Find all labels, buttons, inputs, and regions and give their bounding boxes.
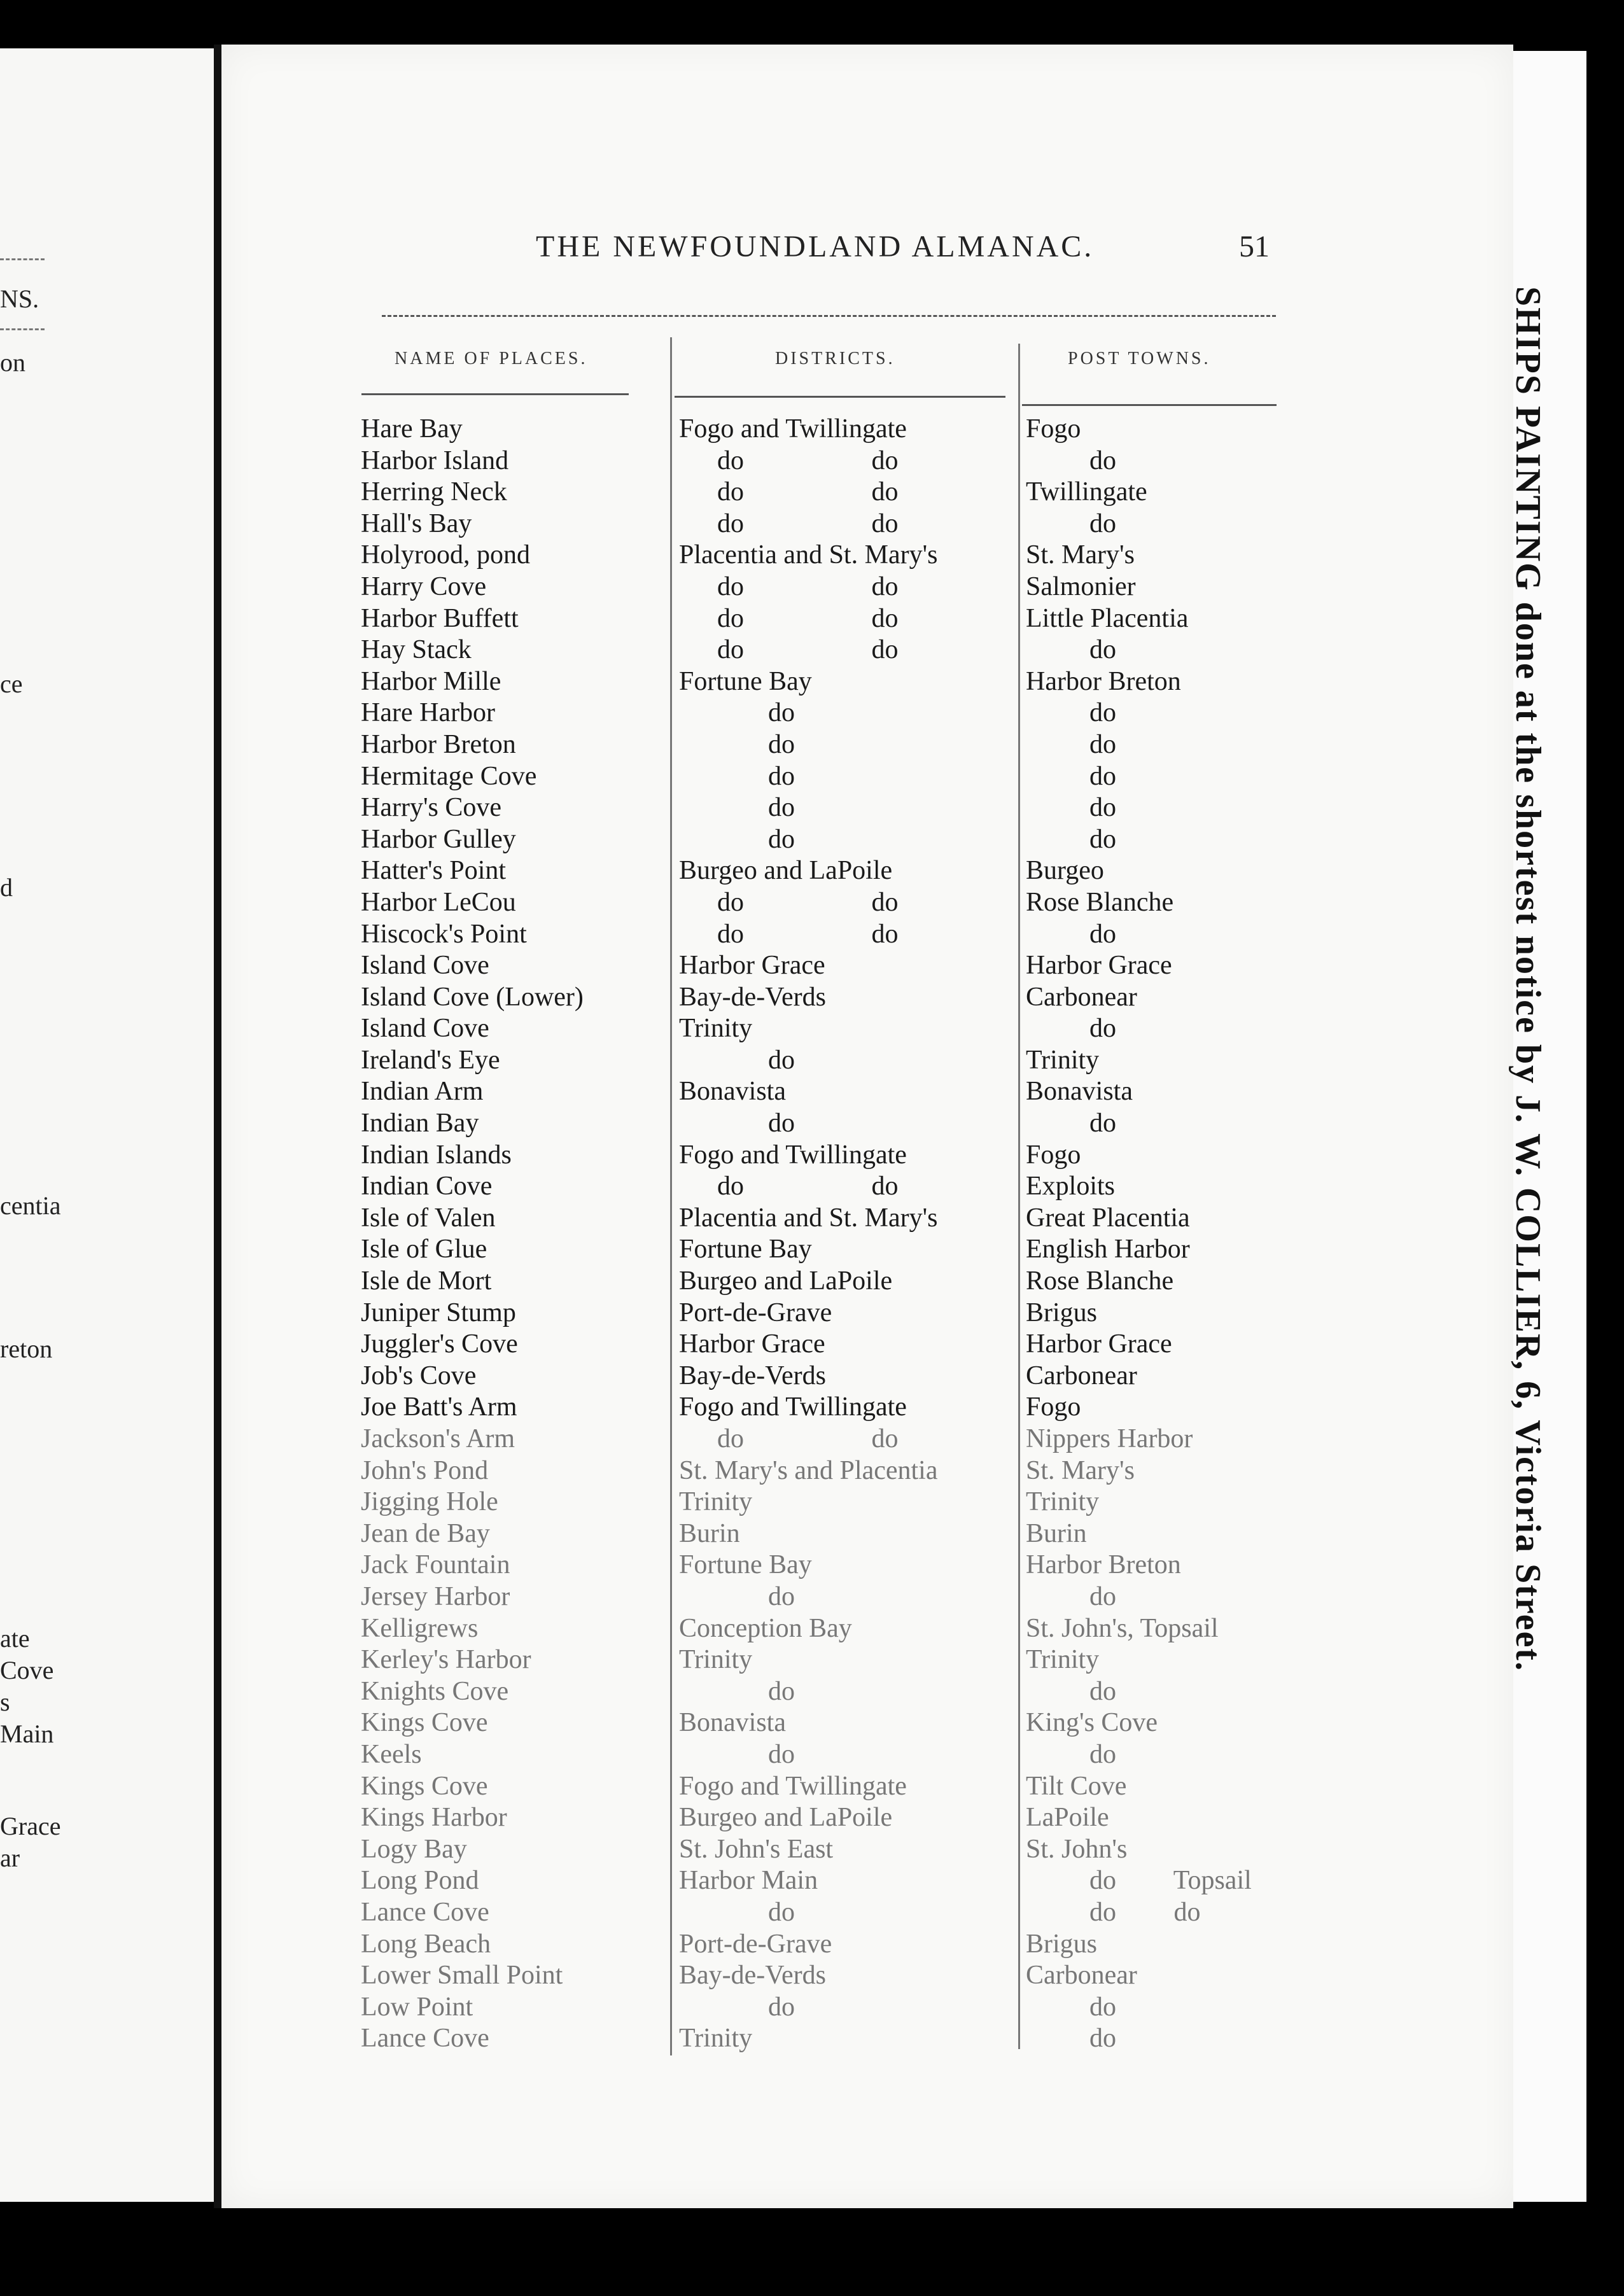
header-rule [382, 315, 1276, 317]
post-town-name: Brigus [1026, 1929, 1098, 1959]
district-name: do [768, 1897, 795, 1927]
district-name: Trinity [679, 1014, 753, 1044]
place-name: Long Beach [361, 1929, 491, 1959]
place-name: Kings Harbor [361, 1803, 507, 1833]
post-town-name: do [1089, 729, 1116, 759]
table-row [361, 1676, 1277, 1708]
table-row [361, 887, 1277, 919]
place-name: Isle de Mort [361, 1266, 492, 1296]
table-row [361, 477, 1277, 508]
place-name: Indian Islands [361, 1140, 512, 1170]
place-name: Harbor Buffett [361, 603, 519, 633]
place-name: Juniper Stump [361, 1298, 516, 1327]
district-name: do [768, 761, 795, 791]
left-page-fragment: centia [0, 1191, 61, 1220]
district-name: Burin [679, 1518, 740, 1548]
post-town-name: Burgeo [1026, 856, 1104, 886]
table-row [361, 1581, 1277, 1613]
post-town-name: do Topsail [1089, 1866, 1252, 1896]
district-name: Fogo and Twillingate [679, 414, 907, 444]
table-row [361, 571, 1277, 603]
district-name: Fogo and Twillingate [679, 1140, 907, 1170]
post-town-name: Harbor Breton [1026, 666, 1181, 696]
left-page-fragment: d [0, 873, 13, 902]
table-row [361, 1613, 1277, 1645]
vertical-advertisement: SHIPS PAINTING done at the shortest notice by J. W. COLLIER, 6, Victoria Street. [1508, 286, 1548, 1672]
post-town-name: Carbonear [1026, 1961, 1137, 1991]
place-name: Jean de Bay [361, 1518, 490, 1548]
table-row [361, 1865, 1277, 1897]
district-name: Conception Bay [679, 1613, 852, 1643]
post-town-name: do [1089, 1676, 1116, 1706]
district-name: St. John's East [679, 1834, 834, 1864]
place-name: Hare Harbor [361, 698, 496, 728]
table-row [361, 729, 1277, 761]
district-name: do do [717, 603, 899, 633]
table-row [361, 1897, 1277, 1929]
left-page-fragment: ce [0, 669, 23, 698]
table-row [361, 1329, 1277, 1361]
post-town-name: St. John's, Topsail [1026, 1613, 1219, 1643]
table-row [361, 1834, 1277, 1866]
district-name: Trinity [679, 1645, 753, 1675]
place-name: Harry Cove [361, 571, 487, 601]
post-town-name: St. Mary's [1026, 540, 1135, 570]
left-page-fragment: s [0, 1688, 10, 1716]
table-row [361, 1171, 1277, 1203]
table-row [361, 2023, 1277, 2055]
district-name: do [768, 698, 795, 728]
post-town-name: do do [1089, 1897, 1201, 1927]
table-row [361, 1076, 1277, 1108]
place-name: Logy Bay [361, 1834, 467, 1864]
district-name: Burgeo and LaPoile [679, 856, 893, 886]
post-town-name: do [1089, 1739, 1116, 1769]
table-row [361, 540, 1277, 571]
post-town-name: Trinity [1026, 1645, 1100, 1675]
page-number: 51 [1239, 230, 1270, 263]
column-header-post-towns: POST TOWNS. [1068, 349, 1211, 368]
post-town-name: do [1089, 445, 1116, 475]
table-row [361, 697, 1277, 729]
place-name: Hermitage Cove [361, 761, 537, 791]
places-table [361, 414, 1277, 2055]
running-header [319, 229, 1274, 280]
table-row [361, 1392, 1277, 1424]
district-name: do do [717, 445, 899, 475]
place-name: Jack Fountain [361, 1550, 510, 1580]
table-row [361, 445, 1277, 477]
left-page-fragment: on [0, 348, 25, 377]
table-row [361, 792, 1277, 824]
table-row [361, 1929, 1277, 1961]
place-name: Juggler's Cove [361, 1329, 518, 1359]
post-town-name: LaPoile [1026, 1803, 1109, 1833]
post-town-name: do [1089, 1581, 1116, 1611]
post-town-name: Harbor Grace [1026, 1329, 1172, 1359]
table-row [361, 982, 1277, 1014]
district-name: Bay-de-Verds [679, 982, 826, 1012]
district-name: do do [717, 508, 899, 538]
district-name: Harbor Grace [679, 1329, 825, 1359]
table-row [361, 1707, 1277, 1739]
post-town-name: do [1089, 824, 1116, 854]
left-facing-page [0, 48, 233, 2202]
post-town-name: Bonavista [1026, 1077, 1133, 1107]
place-name: Jigging Hole [361, 1487, 498, 1517]
table-row [361, 950, 1277, 982]
page-title: THE NEWFOUNDLAND ALMANAC. [536, 230, 1095, 263]
post-town-name: Great Placentia [1026, 1203, 1190, 1233]
table-row [361, 1771, 1277, 1803]
post-town-name: Burin [1026, 1518, 1087, 1548]
table-row [361, 1802, 1277, 1834]
post-town-name: Salmonier [1026, 571, 1136, 601]
table-row [361, 1518, 1277, 1550]
place-name: Ireland's Eye [361, 1045, 500, 1075]
post-town-name: Trinity [1026, 1045, 1100, 1075]
place-name: Lower Small Point [361, 1961, 563, 1991]
table-row [361, 1140, 1277, 1172]
place-name: Lance Cove [361, 1897, 489, 1927]
post-town-name: Fogo [1026, 414, 1081, 444]
district-name: Bonavista [679, 1077, 786, 1107]
post-town-name: Harbor Breton [1026, 1550, 1181, 1580]
place-name: Island Cove [361, 1014, 489, 1044]
table-row [361, 508, 1277, 540]
place-name: Herring Neck [361, 477, 507, 507]
table-row [361, 634, 1277, 666]
district-name: St. Mary's and Placentia [679, 1455, 938, 1485]
post-town-name: do [1089, 1014, 1116, 1044]
post-town-name: Rose Blanche [1026, 1266, 1174, 1296]
district-name: Fogo and Twillingate [679, 1771, 907, 1801]
table-row [361, 666, 1277, 698]
place-name: Hare Bay [361, 414, 463, 444]
district-name: Fortune Bay [679, 1550, 812, 1580]
almanac-page [214, 45, 1548, 2208]
district-name: Port-de-Grave [679, 1929, 832, 1959]
table-row [361, 761, 1277, 793]
table-row [361, 1298, 1277, 1329]
left-page-fragment: Cove [0, 1656, 54, 1684]
post-town-name: St. Mary's [1026, 1455, 1135, 1485]
left-page-rule [0, 328, 45, 330]
district-name: do [768, 793, 795, 823]
post-town-name: do [1089, 635, 1116, 665]
district-name: Fortune Bay [679, 666, 812, 696]
place-name: Indian Arm [361, 1077, 484, 1107]
place-name: Knights Cove [361, 1676, 509, 1706]
place-name: Island Cove [361, 951, 489, 981]
place-name: Hatter's Point [361, 856, 507, 886]
place-name: Kings Cove [361, 1708, 488, 1738]
place-name: Jackson's Arm [361, 1424, 515, 1453]
district-name: do do [717, 635, 899, 665]
district-name: Harbor Main [679, 1866, 818, 1896]
post-town-name: Exploits [1026, 1172, 1116, 1201]
district-name: do [768, 1992, 795, 2022]
table-row [361, 1550, 1277, 1581]
post-town-name: Twillingate [1026, 477, 1147, 507]
table-row [361, 414, 1277, 445]
place-name: Harbor Breton [361, 729, 516, 759]
post-town-name: do [1089, 919, 1116, 949]
post-town-name: do [1089, 761, 1116, 791]
post-town-name: do [1089, 793, 1116, 823]
place-name: Kerley's Harbor [361, 1645, 531, 1675]
place-name: Joe Batt's Arm [361, 1392, 517, 1422]
table-row [361, 1234, 1277, 1266]
place-name: Job's Cove [361, 1361, 477, 1390]
place-name: Isle of Glue [361, 1235, 487, 1264]
place-name: Indian Cove [361, 1172, 493, 1201]
table-row [361, 1960, 1277, 1992]
place-name: Keels [361, 1739, 422, 1769]
district-name: do [768, 1676, 795, 1706]
place-name: Kelligrews [361, 1613, 479, 1643]
column-header-places: NAME OF PLACES. [395, 349, 588, 368]
table-row [361, 1266, 1277, 1298]
post-town-name: English Harbor [1026, 1235, 1190, 1264]
place-name: Kings Cove [361, 1771, 488, 1801]
district-name: Burgeo and LaPoile [679, 1803, 893, 1833]
column-header-districts: DISTRICTS. [775, 349, 895, 368]
place-name: Hiscock's Point [361, 919, 527, 949]
district-name: Trinity [679, 1487, 753, 1517]
place-name: Lance Cove [361, 2024, 489, 2054]
place-name: Island Cove (Lower) [361, 982, 584, 1012]
post-town-name: do [1089, 508, 1116, 538]
post-town-name: Carbonear [1026, 982, 1137, 1012]
district-name: Bay-de-Verds [679, 1961, 826, 1991]
district-name: Fogo and Twillingate [679, 1392, 907, 1422]
district-name: do do [717, 919, 899, 949]
left-page-fragment: Grace [0, 1812, 61, 1840]
left-page-rule [0, 258, 45, 260]
post-town-name: Tilt Cove [1026, 1771, 1127, 1801]
district-name: do [768, 1045, 795, 1075]
district-name: Fortune Bay [679, 1235, 812, 1264]
table-row [361, 1108, 1277, 1140]
place-name: Isle of Valen [361, 1203, 496, 1233]
district-name: Bay-de-Verds [679, 1361, 826, 1390]
district-name: Port-de-Grave [679, 1298, 832, 1327]
district-name: do do [717, 1424, 899, 1453]
post-town-name: do [1089, 2024, 1116, 2054]
place-name: Jersey Harbor [361, 1581, 510, 1611]
district-name: do [768, 1739, 795, 1769]
table-row [361, 1203, 1277, 1235]
place-name: Hay Stack [361, 635, 472, 665]
left-page-fragment: ar [0, 1844, 20, 1872]
post-town-name: do [1089, 1992, 1116, 2022]
post-town-name: Nippers Harbor [1026, 1424, 1193, 1453]
table-row [361, 1487, 1277, 1518]
table-row [361, 919, 1277, 951]
column-rule-districts [675, 396, 1005, 398]
place-name: Indian Bay [361, 1109, 479, 1138]
table-row [361, 1424, 1277, 1455]
table-row [361, 1013, 1277, 1045]
table-row [361, 855, 1277, 887]
district-name: do [768, 1581, 795, 1611]
post-town-name: St. John's [1026, 1834, 1128, 1864]
district-name: Trinity [679, 2024, 753, 2054]
post-town-name: Little Placentia [1026, 603, 1189, 633]
district-name: do do [717, 477, 899, 507]
district-name: Placentia and St. Mary's [679, 540, 938, 570]
column-rule-post-towns [1022, 404, 1277, 406]
place-name: John's Pond [361, 1455, 489, 1485]
table-row [361, 1361, 1277, 1392]
left-page-fragment: NS. [0, 284, 39, 313]
place-name: Harbor Mille [361, 666, 501, 696]
place-name: Harbor Island [361, 445, 509, 475]
district-name: do do [717, 887, 899, 917]
post-town-name: Fogo [1026, 1392, 1081, 1422]
place-name: Harry's Cove [361, 793, 502, 823]
post-town-name: Fogo [1026, 1140, 1081, 1170]
post-town-name: do [1089, 698, 1116, 728]
district-name: Burgeo and LaPoile [679, 1266, 893, 1296]
place-name: Harbor Gulley [361, 824, 516, 854]
place-name: Low Point [361, 1992, 473, 2022]
place-name: Holyrood, pond [361, 540, 530, 570]
post-town-name: do [1089, 1109, 1116, 1138]
place-name: Harbor LeCou [361, 887, 516, 917]
table-row [361, 1644, 1277, 1676]
district-name: Bonavista [679, 1708, 786, 1738]
post-town-name: Brigus [1026, 1298, 1098, 1327]
left-page-fragment: reton [0, 1334, 53, 1363]
table-row [361, 1992, 1277, 2024]
post-town-name: Trinity [1026, 1487, 1100, 1517]
table-row [361, 1045, 1277, 1077]
district-name: do [768, 1109, 795, 1138]
table-row [361, 1455, 1277, 1487]
post-town-name: Harbor Grace [1026, 951, 1172, 981]
district-name: do [768, 824, 795, 854]
left-page-fragment: ate [0, 1624, 30, 1653]
post-town-name: Carbonear [1026, 1361, 1137, 1390]
table-row [361, 603, 1277, 635]
district-name: do do [717, 1172, 899, 1201]
district-name: Harbor Grace [679, 951, 825, 981]
place-name: Hall's Bay [361, 508, 472, 538]
district-name: do [768, 729, 795, 759]
place-name: Long Pond [361, 1866, 479, 1896]
table-row [361, 824, 1277, 856]
column-rule-places [361, 393, 629, 395]
left-page-fragment: Main [0, 1719, 54, 1748]
district-name: Placentia and St. Mary's [679, 1203, 938, 1233]
post-town-name: Rose Blanche [1026, 887, 1174, 917]
district-name: do do [717, 571, 899, 601]
table-row [361, 1739, 1277, 1771]
post-town-name: King's Cove [1026, 1708, 1158, 1738]
